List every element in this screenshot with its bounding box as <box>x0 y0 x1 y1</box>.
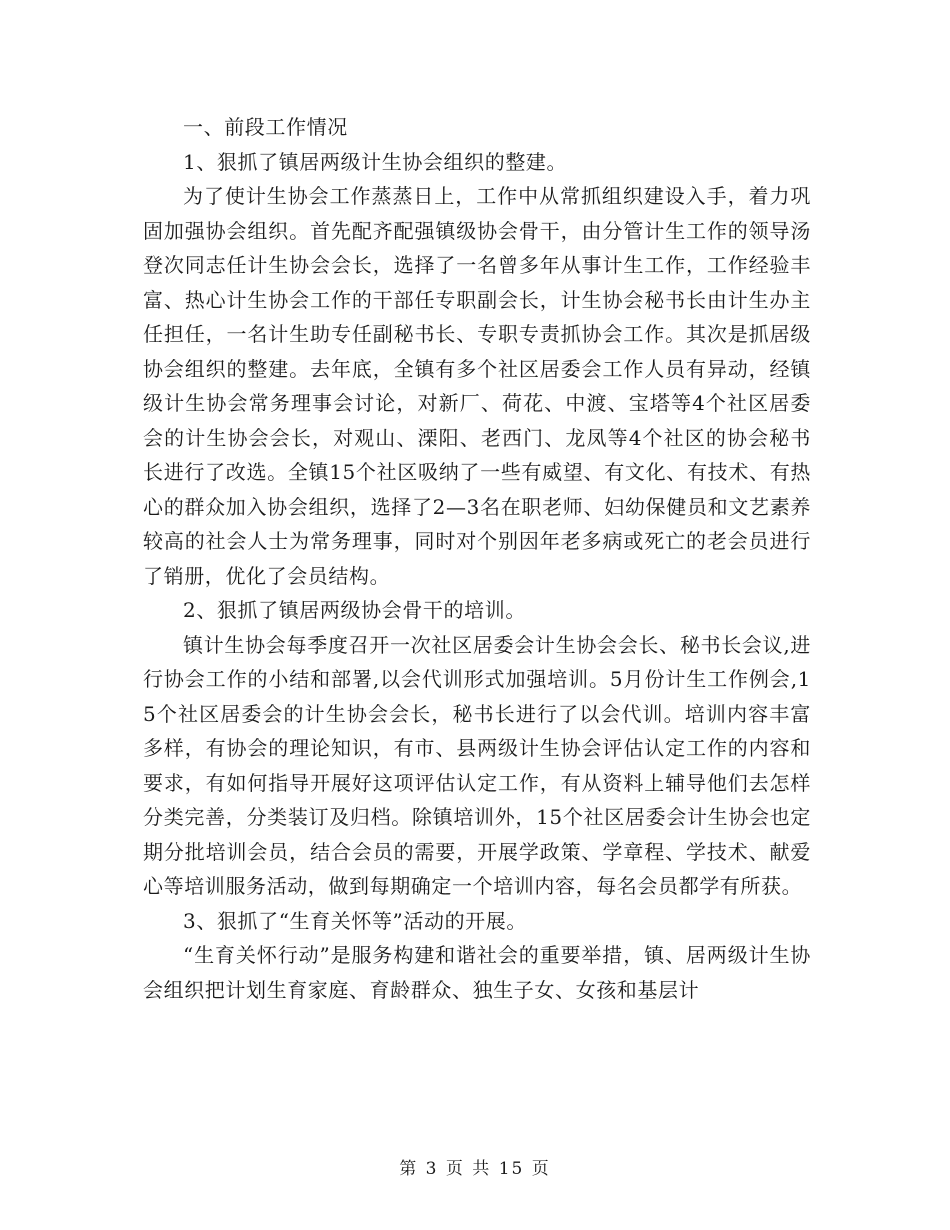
subsection-heading: 2、狠抓了镇居两级协会骨干的培训。 <box>183 598 526 622</box>
page-number-footer: 第 3 页 共 15 页 <box>399 1159 551 1179</box>
subsection-heading: 3、狠抓了“生育关怀等”活动的开展。 <box>183 908 527 933</box>
body-paragraph: 镇计生协会每季度召开一次社区居委会计生协会会长、秘书长会议,进行协会工作的小结和部署,以会代训形式加强培训。5月份计生工作例会,15个社区居委会的计生协会会长，秘书长进行了以会代训。培训内容丰富多样，有协会的理论知识，有市、县两级计生协会评估认定工作的内容和要求，有如何指导开展好这项评估认定工作，有从资料上辅导他们去怎样分类完善，分类装订及归档。除镇培训外，15个社区居委会计生协会也定期分批培训会员，结合会员的需要，开展学政策、学章程、学技术、献爱心等培训服务活动，做到每期确定一个培训内容，每名会员都学有所获。 <box>143 632 811 898</box>
body-paragraph: 为了使计生协会工作蒸蒸日上，工作中从常抓组织建设入手，着力巩固加强协会组织。首先配齐配强镇级协会骨干，由分管计生工作的领导汤登次同志任计生协会会长，选择了一名曾多年从事计生工作，工作经验丰富、热心计生协会工作的干部任专职副会长，计生协会秘书长由计生办主任担任，一名计生助专任副秘书长、专职专责抓协会工作。其次是抓居级协会组织的整建。去年底，全镇有多个社区居委会工作人员有异动，经镇级计生协会常务理事会讨论，对新厂、荷花、中渡、宝塔等4个社区居委会的计生协会会长，对观山、溧阳、老西门、龙凤等4个社区的协会秘书长进行了改选。全镇15个社区吸纳了一些有威望、有文化、有技术、有热心的群众加入协会组织，选择了2—3名在职老师、妇幼保健员和文艺素养较高的社会人士为常务理事，同时对个别因年老多病或死亡的老会员进行了销册，优化了会员结构。 <box>143 184 811 588</box>
document-body <box>143 110 811 1007</box>
section-heading: 一、前段工作情况 <box>183 115 348 139</box>
subsection-heading: 1、狠抓了镇居两级计生协会组织的整建。 <box>183 149 568 174</box>
body-paragraph: “生育关怀行动”是服务构建和谐社会的重要举措，镇、居两级计生协会组织把计划生育家庭、育龄群众、独生子女、女孩和基层计 <box>143 943 811 1002</box>
